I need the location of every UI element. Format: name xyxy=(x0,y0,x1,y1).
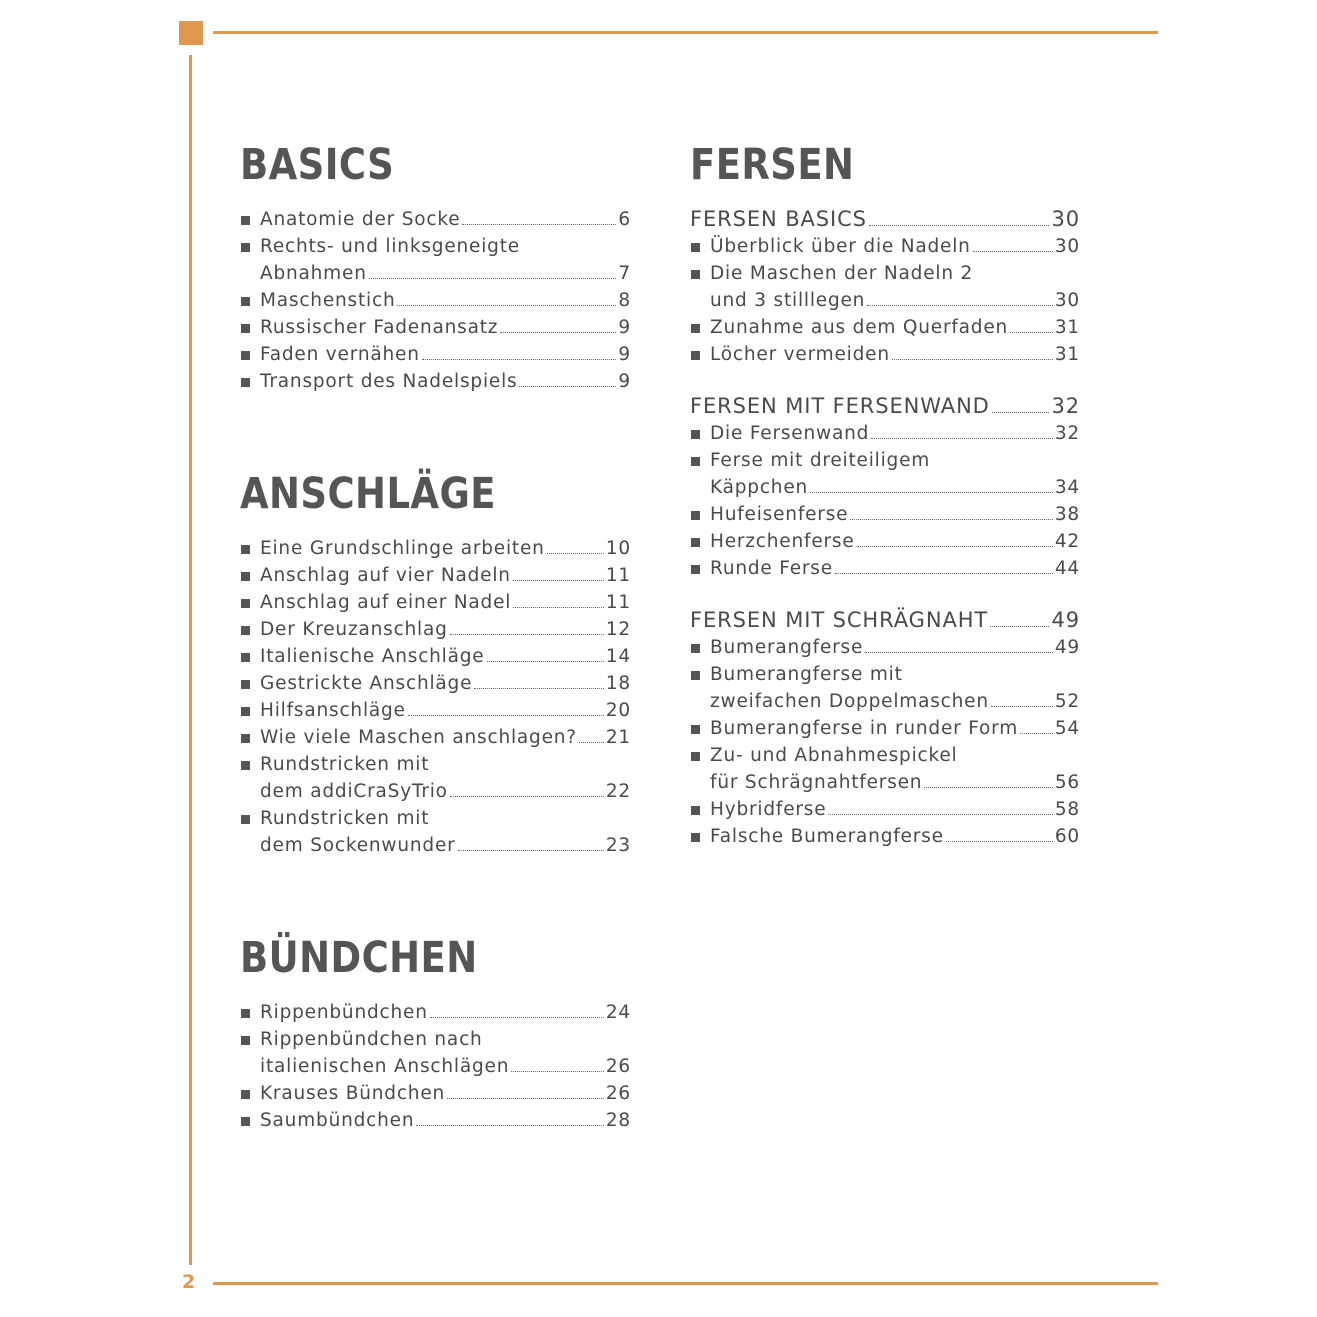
group-spacer xyxy=(690,368,1080,393)
toc-row xyxy=(710,501,1080,528)
toc-entry[interactable] xyxy=(240,535,631,562)
dot-leader xyxy=(1020,733,1053,734)
dot-leader xyxy=(547,553,604,554)
toc-entry[interactable] xyxy=(690,447,1080,501)
toc-row xyxy=(690,607,1080,634)
toc-row xyxy=(260,1107,631,1134)
entry-label: dem Sockenwunder xyxy=(260,835,456,856)
toc-entry[interactable] xyxy=(690,796,1080,823)
dot-leader xyxy=(990,626,1049,627)
entry-label: Anschlag auf vier Nadeln xyxy=(260,565,511,586)
page-ref: 30 xyxy=(1051,207,1080,231)
toc-entry[interactable] xyxy=(240,999,631,1026)
entry-label-line: Ferse mit dreiteiligem xyxy=(710,450,931,471)
toc-row xyxy=(260,341,631,368)
bullet-square-icon xyxy=(241,1090,250,1099)
toc-entry[interactable] xyxy=(690,555,1080,582)
entry-label-line: Die Maschen der Nadeln 2 xyxy=(710,263,974,284)
page-ref: 58 xyxy=(1054,799,1080,820)
entry-label: Hilfsanschläge xyxy=(260,700,406,721)
entry-label: Der Kreuzanschlag xyxy=(260,619,448,640)
page-ref: 24 xyxy=(605,1002,631,1023)
toc-row xyxy=(260,206,631,233)
toc-row xyxy=(260,616,631,643)
entry-label: Abnahmen xyxy=(260,263,367,284)
toc-entry[interactable] xyxy=(690,233,1080,260)
toc-entry[interactable] xyxy=(240,206,631,233)
bullet-square-icon xyxy=(691,833,700,842)
page-ref: 30 xyxy=(1054,290,1080,311)
bullet-square-icon xyxy=(241,378,250,387)
dot-leader xyxy=(810,492,1053,493)
dot-leader xyxy=(450,796,604,797)
toc-entry[interactable] xyxy=(690,341,1080,368)
dot-leader xyxy=(991,706,1053,707)
bullet-square-icon xyxy=(241,351,250,360)
dot-leader xyxy=(579,742,604,743)
page-ref: 6 xyxy=(618,209,631,230)
top-rule xyxy=(213,31,1158,34)
toc-entry[interactable] xyxy=(690,715,1080,742)
entry-label: Bumerangferse in runder Form xyxy=(710,718,1019,739)
toc-row xyxy=(260,535,631,562)
page-ref: 31 xyxy=(1054,317,1080,338)
section-spacer xyxy=(240,395,631,469)
toc-entry[interactable] xyxy=(240,314,631,341)
entry-label: Überblick über die Nadeln xyxy=(710,236,971,257)
toc-row xyxy=(710,555,1080,582)
dot-leader xyxy=(474,688,604,689)
bullet-square-icon xyxy=(241,243,250,252)
entry-label: zweifachen Doppelmaschen xyxy=(710,691,989,712)
dot-leader xyxy=(892,359,1053,360)
toc-entry[interactable] xyxy=(240,287,631,314)
bullet-square-icon xyxy=(691,565,700,574)
entry-label: für Schrägnahtfersen xyxy=(710,772,923,793)
page-ref: 31 xyxy=(1054,344,1080,365)
toc-row xyxy=(260,778,631,805)
bullet-square-icon xyxy=(691,725,700,734)
page-ref: 9 xyxy=(618,317,631,338)
entry-label-line: Rippenbündchen nach xyxy=(260,1029,483,1050)
page-ref: 60 xyxy=(1054,826,1080,847)
bullet-square-icon xyxy=(691,511,700,520)
entry-label: Herzchenferse xyxy=(710,531,855,552)
entry-label: Löcher vermeiden xyxy=(710,344,890,365)
entry-label: FERSEN BASICS xyxy=(690,207,867,231)
bullet-square-icon xyxy=(691,351,700,360)
toc-row xyxy=(710,715,1080,742)
toc-row xyxy=(690,393,1080,420)
toc-row xyxy=(710,314,1080,341)
dot-leader xyxy=(924,787,1053,788)
page-ref: 56 xyxy=(1054,772,1080,793)
entry-label: Italienische Anschläge xyxy=(260,646,485,667)
bullet-square-icon xyxy=(241,734,250,743)
toc-entry[interactable] xyxy=(690,661,1080,715)
bullet-square-icon xyxy=(241,1117,250,1126)
entry-label: Russischer Fadenansatz xyxy=(260,317,499,338)
toc-row xyxy=(260,999,631,1026)
bullet-square-icon xyxy=(241,1036,250,1045)
entry-label: FERSEN MIT FERSENWAND xyxy=(690,394,990,418)
dot-leader xyxy=(869,225,1050,226)
toc-row xyxy=(710,420,1080,447)
bullet-square-icon xyxy=(241,324,250,333)
toc-row xyxy=(260,832,631,859)
dot-leader xyxy=(865,652,1053,653)
toc-entry[interactable] xyxy=(240,697,631,724)
bullet-square-icon xyxy=(241,653,250,662)
toc-row xyxy=(260,670,631,697)
bullet-square-icon xyxy=(241,815,250,824)
dot-leader xyxy=(871,438,1053,439)
bullet-square-icon xyxy=(691,430,700,439)
page-ref: 26 xyxy=(605,1056,631,1077)
section-title: ANSCHLÄGE xyxy=(240,469,496,519)
toc-row xyxy=(260,1080,631,1107)
toc-entry[interactable] xyxy=(240,1107,631,1134)
toc-row xyxy=(710,341,1080,368)
toc-row xyxy=(690,206,1080,233)
page-ref: 52 xyxy=(1054,691,1080,712)
dot-leader xyxy=(513,580,604,581)
entry-label: Falsche Bumerangferse xyxy=(710,826,944,847)
toc-entry[interactable] xyxy=(240,233,631,287)
entry-label: italienischen Anschlägen xyxy=(260,1056,510,1077)
toc-entry[interactable] xyxy=(690,528,1080,555)
left-rule xyxy=(189,55,192,1265)
page-ref: 9 xyxy=(618,371,631,392)
bullet-square-icon xyxy=(691,457,700,466)
toc-row xyxy=(710,634,1080,661)
toc-entry[interactable] xyxy=(240,643,631,670)
dot-leader xyxy=(458,850,604,851)
toc-entry[interactable] xyxy=(240,616,631,643)
dot-leader xyxy=(867,305,1053,306)
toc-row xyxy=(260,260,631,287)
page-ref: 21 xyxy=(605,727,631,748)
entry-label: Anschlag auf einer Nadel xyxy=(260,592,512,613)
toc-entry[interactable] xyxy=(240,1080,631,1107)
toc-entry[interactable] xyxy=(690,260,1080,314)
entry-label: Bumerangferse xyxy=(710,637,864,658)
dot-leader xyxy=(369,278,617,279)
bullet-square-icon xyxy=(241,572,250,581)
toc-row xyxy=(260,1053,631,1080)
bullet-square-icon xyxy=(241,1009,250,1018)
toc-entry[interactable] xyxy=(240,724,631,751)
page-ref: 30 xyxy=(1054,236,1080,257)
page-ref: 42 xyxy=(1054,531,1080,552)
page-number: 2 xyxy=(182,1271,196,1293)
toc-entry[interactable] xyxy=(690,501,1080,528)
page-ref: 14 xyxy=(605,646,631,667)
dot-leader xyxy=(416,1125,603,1126)
bullet-square-icon xyxy=(691,806,700,815)
page-ref: 34 xyxy=(1054,477,1080,498)
toc-row xyxy=(260,314,631,341)
toc-subheading[interactable] xyxy=(690,393,1080,420)
bullet-square-icon xyxy=(691,243,700,252)
dot-leader xyxy=(422,359,617,360)
entry-label: Anatomie der Socke xyxy=(260,209,461,230)
bullet-square-icon xyxy=(241,545,250,554)
toc-row xyxy=(710,796,1080,823)
entry-label: und 3 stilllegen xyxy=(710,290,866,311)
left-column xyxy=(240,140,631,1134)
page-ref: 49 xyxy=(1054,637,1080,658)
toc-entry[interactable] xyxy=(690,823,1080,850)
toc-entry[interactable] xyxy=(240,562,631,589)
page-ref: 32 xyxy=(1051,394,1080,418)
toc-row xyxy=(710,769,1080,796)
page-ref: 22 xyxy=(605,781,631,802)
dot-leader xyxy=(513,607,604,608)
entry-label: Maschenstich xyxy=(260,290,396,311)
page-ref: 28 xyxy=(605,1110,631,1131)
dot-leader xyxy=(828,814,1052,815)
bottom-rule xyxy=(213,1282,1158,1285)
toc-entry[interactable] xyxy=(240,589,631,616)
dot-leader xyxy=(519,386,616,387)
toc-row xyxy=(260,368,631,395)
page-ref: 10 xyxy=(605,538,631,559)
toc-row xyxy=(710,823,1080,850)
dot-leader xyxy=(835,573,1053,574)
entry-label: Wie viele Maschen anschlagen? xyxy=(260,727,577,748)
page-ref: 11 xyxy=(605,565,631,586)
section-spacer xyxy=(240,859,631,933)
dot-leader xyxy=(450,634,604,635)
bullet-square-icon xyxy=(691,324,700,333)
dot-leader xyxy=(430,1017,604,1018)
bullet-square-icon xyxy=(241,626,250,635)
page-ref: 18 xyxy=(605,673,631,694)
page-ref: 7 xyxy=(618,263,631,284)
entry-label-line: Zu- und Abnahmespickel xyxy=(710,745,958,766)
toc-entry[interactable] xyxy=(240,368,631,395)
right-column xyxy=(690,140,1080,850)
toc-row xyxy=(710,287,1080,314)
page-ref: 23 xyxy=(605,835,631,856)
dot-leader xyxy=(397,305,616,306)
toc-entry[interactable] xyxy=(690,742,1080,796)
entry-label: Transport des Nadelspiels xyxy=(260,371,518,392)
section-title: BASICS xyxy=(240,140,395,190)
page-ref: 9 xyxy=(618,344,631,365)
toc-entry[interactable] xyxy=(690,634,1080,661)
page-ref: 12 xyxy=(605,619,631,640)
entry-label: Saumbündchen xyxy=(260,1110,415,1131)
toc-row xyxy=(710,233,1080,260)
toc-row xyxy=(710,688,1080,715)
toc-entry[interactable] xyxy=(690,420,1080,447)
toc-entry[interactable] xyxy=(240,341,631,368)
entry-label-line: Bumerangferse mit xyxy=(710,664,903,685)
dot-leader xyxy=(511,1071,604,1072)
toc-row xyxy=(260,589,631,616)
page-ref: 49 xyxy=(1051,608,1080,632)
page-ref: 54 xyxy=(1054,718,1080,739)
toc-row xyxy=(260,724,631,751)
dot-leader xyxy=(1010,332,1053,333)
page-ref: 38 xyxy=(1054,504,1080,525)
toc-entry[interactable] xyxy=(240,751,631,805)
dot-leader xyxy=(447,1098,604,1099)
page-ref: 26 xyxy=(605,1083,631,1104)
bullet-square-icon xyxy=(241,599,250,608)
dot-leader xyxy=(992,412,1050,413)
section-title: FERSEN xyxy=(690,140,855,190)
bullet-square-icon xyxy=(691,752,700,761)
dot-leader xyxy=(973,251,1053,252)
toc-row xyxy=(710,528,1080,555)
page-ref: 11 xyxy=(605,592,631,613)
toc-row xyxy=(260,562,631,589)
entry-label: Hybridferse xyxy=(710,799,827,820)
section-title: BÜNDCHEN xyxy=(240,933,478,983)
page-ref: 20 xyxy=(605,700,631,721)
group-spacer xyxy=(690,582,1080,607)
page-ref: 32 xyxy=(1054,423,1080,444)
dot-leader xyxy=(462,224,616,225)
bullet-square-icon xyxy=(241,680,250,689)
dot-leader xyxy=(487,661,604,662)
bullet-square-icon xyxy=(691,270,700,279)
entry-label: Faden vernähen xyxy=(260,344,420,365)
page-ref: 44 xyxy=(1054,558,1080,579)
corner-square xyxy=(179,21,203,45)
toc-entry[interactable] xyxy=(240,1026,631,1080)
toc-subheading[interactable] xyxy=(690,607,1080,634)
entry-label: Käppchen xyxy=(710,477,809,498)
dot-leader xyxy=(946,841,1053,842)
entry-label: FERSEN MIT SCHRÄGNAHT xyxy=(690,608,989,632)
entry-label: Eine Grundschlinge arbeiten xyxy=(260,538,545,559)
dot-leader xyxy=(408,715,604,716)
entry-label: Runde Ferse xyxy=(710,558,833,579)
bullet-square-icon xyxy=(691,644,700,653)
entry-label-line: Rundstricken mit xyxy=(260,808,430,829)
entry-label: Die Fersenwand xyxy=(710,423,870,444)
bullet-square-icon xyxy=(691,538,700,547)
bullet-square-icon xyxy=(241,216,250,225)
bullet-square-icon xyxy=(241,761,250,770)
page-ref: 8 xyxy=(618,290,631,311)
dot-leader xyxy=(500,332,616,333)
toc-entry[interactable] xyxy=(240,805,631,859)
toc-row xyxy=(260,287,631,314)
toc-entry[interactable] xyxy=(240,670,631,697)
bullet-square-icon xyxy=(241,297,250,306)
toc-subheading[interactable] xyxy=(690,206,1080,233)
toc-row xyxy=(260,643,631,670)
entry-label: Krauses Bündchen xyxy=(260,1083,446,1104)
entry-label: dem addiCraSyTrio xyxy=(260,781,448,802)
entry-label: Rippenbündchen xyxy=(260,1002,428,1023)
dot-leader xyxy=(850,519,1053,520)
toc-entry[interactable] xyxy=(690,314,1080,341)
toc-row xyxy=(710,474,1080,501)
dot-leader xyxy=(857,546,1053,547)
entry-label-line: Rundstricken mit xyxy=(260,754,430,775)
toc-row xyxy=(260,697,631,724)
entry-label: Zunahme aus dem Querfaden xyxy=(710,317,1009,338)
bullet-square-icon xyxy=(691,671,700,680)
entry-label: Gestrickte Anschläge xyxy=(260,673,473,694)
bullet-square-icon xyxy=(241,707,250,716)
entry-label-line: Rechts- und linksgeneigte xyxy=(260,236,520,257)
entry-label: Hufeisenferse xyxy=(710,504,849,525)
